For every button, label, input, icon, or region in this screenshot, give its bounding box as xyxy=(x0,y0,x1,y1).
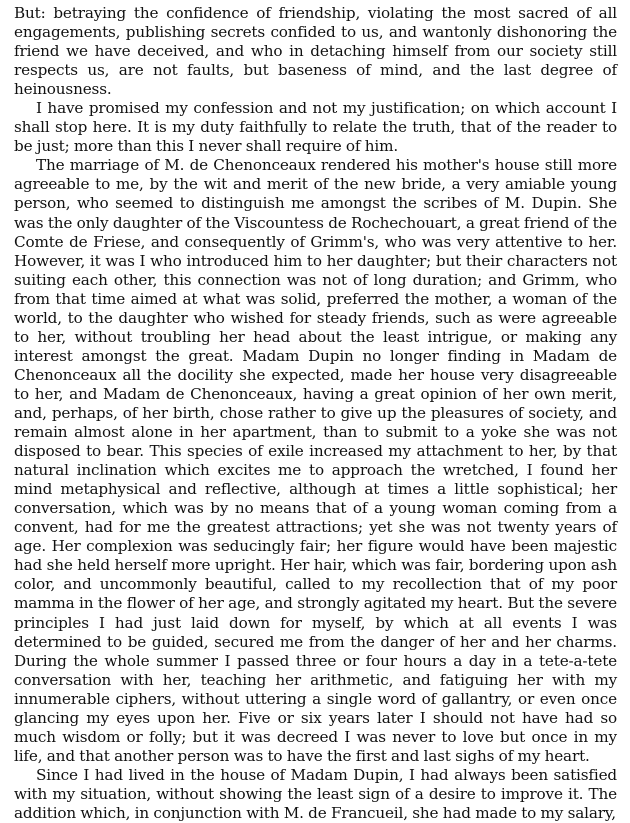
paragraph-confession: I have promised my confession and not my justification; on which account I shall stop here. It is my duty faithfully to relate the truth, that of the reader to be just; more than this I never shall require of him. xyxy=(14,99,617,156)
paragraph-madam-dupin-salary: Since I had lived in the house of Madam Dupin, I had always been satisfied with my situation, without showing the least sign of a desire to improve it. The addition which, in conjunction with M. de Francueil, she had made to my salary, xyxy=(14,765,617,822)
paragraph-betrayal: But: betraying the confidence of friendship, violating the most sacred of all engagements, publishing secrets confided to us, and wantonly dishonoring the friend we have deceived, and who in detaching himself from our society still respects us, are not faults, but baseness of mind, and the last degree of heinousness. xyxy=(14,4,617,99)
paragraph-chenonceaux-marriage: The marriage of M. de Chenonceaux rendered his mother's house still more agreeable to me, by the wit and merit of the new bride, a very amiable young person, who seemed to distinguish me amongst the scribes of M. Dupin. She was the only daughter of the Viscountess de Rochechouart, a great friend of the Comte de Friese, and consequently of Grimm's, who was very attentive to her. However, it was I who introduced him to her daughter; but their characters not suiting each other, this connection was not of long duration; and Grimm, who from that time aimed at what was solid, preferred the mother, a woman of the world, to the daughter who wished for steady friends, such as were agreeable to her, without troubling her head about the least intrigue, or making any interest amongst the great. Madam Dupin no longer finding in Madam de Chenonceaux all the docility she expected, made her house very disagreeable to her, and Madam de Chenonceaux, having a great opinion of her own merit, and, perhaps, of her birth, chose rather to give up the pleasures of society, and remain almost alone in her apartment, than to submit to a yoke she was not disposed to bear. This species of exile increased my attachment to her, by that natural inclination which excites me to approach the wretched, I found her mind metaphysical and reflective, although at times a little sophistical; her conversation, which was by no means that of a young woman coming from a convent, had for me the greatest attractions; yet she was not twenty years of age. Her complexion was seducingly fair; her figure would have been majestic had she held herself more upright. Her hair, which was fair, bordering upon ash color, and uncommonly beautiful, called to my recollection that of my poor mamma in the flower of her age, and strongly agitated my heart. But the severe principles I had just laid down for myself, by which at all events I was determined to be guided, secured me from the danger of her and her charms. During the whole summer I passed three or four hours a day in a tete-a-tete conversation with her, teaching her arithmetic, and fatiguing her with my innumerable ciphers, without uttering a single word of gallantry, or even once glancing my eyes upon her. Five or six years later I should not have had so much wisdom or folly; but it was decreed I was never to love but once in my life, and that another person was to have the first and last sighs of my heart. xyxy=(14,156,617,765)
